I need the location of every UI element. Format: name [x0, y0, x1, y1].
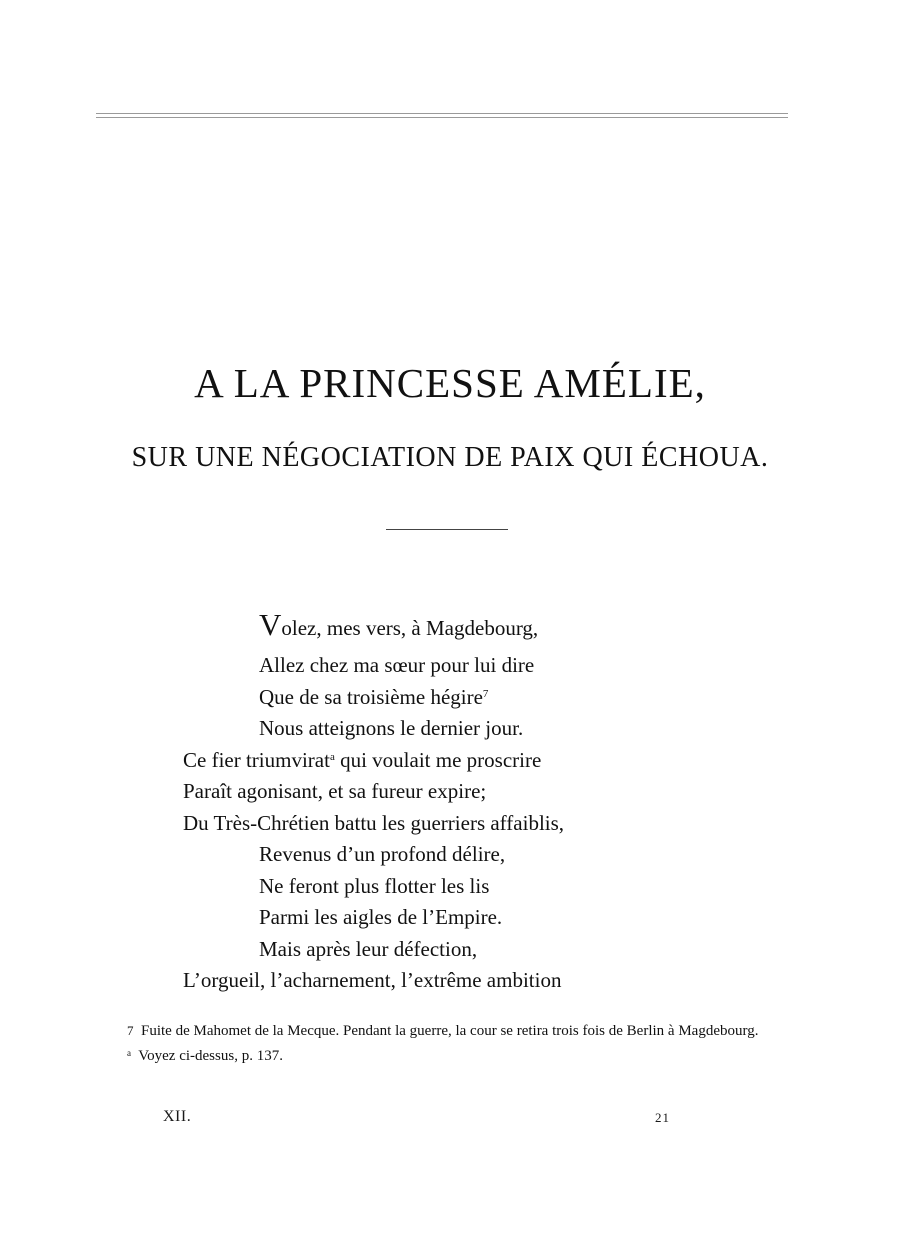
- poem-line: [183, 747, 541, 773]
- footnote-ref: a: [329, 751, 335, 763]
- poem-line-text: Que de sa troisième hégire: [259, 685, 483, 709]
- poem-title: A LA PRINCESSE AMÉLIE,: [194, 360, 706, 406]
- footnote-text: Fuite de Mahomet de la Mecque. Pendant la guerre, la cour se retira trois fois de Berlin à Magdebourg.: [141, 1023, 759, 1039]
- poem-line: Mais après leur défection,: [259, 937, 478, 961]
- poem-line: Nous atteignons le dernier jour.: [259, 716, 524, 740]
- footnote-ref: 7: [482, 688, 489, 700]
- poem-line: Du Très-Chrétien battu les guerriers affaiblis,: [183, 811, 565, 835]
- poem-line: Revenus d’un profond délire,: [259, 842, 506, 866]
- footnote-mark: 7: [127, 1023, 134, 1038]
- footnote: [100, 1042, 800, 1067]
- footnotes: [100, 1020, 800, 1067]
- poem-line: Paraît agonisant, et sa fureur expire;: [183, 779, 487, 803]
- poem-line: [259, 607, 539, 642]
- signature-mark: XII.: [163, 1108, 192, 1125]
- poem-line-text: Ce fier triumvirat: [183, 748, 330, 772]
- poem-line-text: qui voulait me proscrire: [334, 748, 542, 772]
- poem-line: L’orgueil, l’acharnement, l’extrême ambition: [183, 968, 562, 992]
- poem-line: Ne feront plus flotter les lis: [259, 874, 490, 898]
- footnote-text: Voyez ci-dessus, p. 137.: [138, 1048, 283, 1064]
- page-number: 21: [655, 1110, 670, 1125]
- poem-line-text: olez, mes vers, à Magdebourg,: [281, 616, 539, 640]
- poem-subtitle: SUR UNE NÉGOCIATION DE PAIX QUI ÉCHOUA.: [131, 442, 769, 473]
- footnote: [100, 1020, 800, 1042]
- initial-letter: V: [259, 607, 282, 642]
- top-rule-line: [96, 117, 788, 118]
- top-double-rule: [96, 113, 788, 119]
- poem-line: Allez chez ma sœur pour lui dire: [259, 653, 535, 677]
- title-separator-rule: [386, 529, 508, 530]
- poem-line: Parmi les aigles de l’Empire.: [259, 905, 503, 929]
- top-rule-line: [96, 113, 788, 114]
- footnote-mark: a: [127, 1048, 131, 1058]
- poem-line: [259, 684, 488, 710]
